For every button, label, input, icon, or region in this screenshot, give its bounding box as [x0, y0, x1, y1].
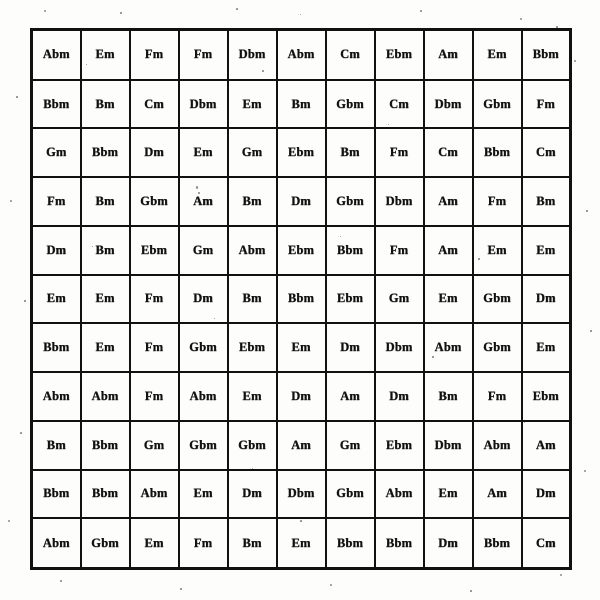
chord-label: Fm: [193, 535, 213, 550]
grid-cell: [473, 421, 522, 470]
chord-label: Em: [95, 339, 115, 355]
grid-cell: [32, 30, 81, 80]
grid-cell: [473, 30, 522, 80]
grid-cell: [81, 518, 130, 568]
chord-label: Bm: [95, 193, 115, 209]
grid-row: [32, 128, 571, 177]
chord-label: Dbm: [434, 96, 462, 111]
chord-label: Gbm: [336, 193, 364, 209]
chord-label: Ebm: [385, 46, 413, 62]
chord-label: Dbm: [238, 46, 266, 62]
chord-label: Gm: [143, 437, 165, 452]
paper-speck: [120, 12, 122, 14]
grid-cell: [375, 275, 424, 324]
grid-cell: [522, 518, 571, 568]
chord-label: Dm: [438, 535, 458, 550]
chord-label: Em: [95, 46, 115, 62]
grid-cell: [277, 470, 326, 519]
paper-speck: [44, 10, 46, 12]
grid-cell: [81, 275, 130, 324]
chord-label: Dm: [340, 339, 360, 355]
grid-cell: [81, 128, 130, 177]
chord-label: Cm: [535, 535, 556, 550]
chord-label: Dbm: [385, 339, 413, 355]
chord-label: Dm: [193, 291, 213, 306]
grid-row: [32, 275, 571, 324]
chord-label: Bbm: [43, 486, 70, 501]
grid-cell: [473, 177, 522, 226]
chord-label: Fm: [144, 339, 164, 355]
grid-cell: [130, 372, 179, 421]
chord-label: Gbm: [336, 96, 364, 111]
grid-row: [32, 177, 571, 226]
grid-cell: [473, 323, 522, 372]
grid-cell: [32, 470, 81, 519]
grid-cell: [326, 518, 375, 568]
grid-cell: [130, 128, 179, 177]
chord-label: Bm: [46, 437, 66, 452]
chord-label: Gm: [339, 437, 361, 452]
grid-cell: [473, 226, 522, 275]
paper-speck: [16, 96, 18, 98]
grid-cell: [375, 80, 424, 129]
chord-label: Cm: [438, 144, 458, 160]
grid-cell: [130, 30, 179, 80]
grid-cell: [228, 470, 277, 519]
grid-cell: [130, 80, 179, 129]
grid-cell: [228, 177, 277, 226]
chord-label: Abm: [385, 486, 413, 501]
grid-cell: [32, 323, 81, 372]
chord-label: Fm: [144, 291, 164, 306]
chord-label: Bbm: [336, 242, 364, 258]
chord-label: Bbm: [483, 144, 511, 160]
grid-cell: [179, 30, 228, 80]
grid-cell: [179, 518, 228, 568]
grid-cell: [326, 226, 375, 275]
chord-label: Cm: [389, 96, 409, 111]
chord-label: Dbm: [385, 193, 413, 209]
chord-label: Bbm: [91, 486, 119, 501]
chord-label: Bbm: [287, 291, 315, 306]
paper-speck: [24, 300, 26, 302]
grid-cell: [32, 421, 81, 470]
chord-label: Abm: [91, 388, 119, 404]
chord-label: Dm: [144, 144, 164, 160]
chord-label: Em: [487, 242, 507, 258]
chord-label: Bm: [291, 96, 311, 111]
grid-cell: [228, 275, 277, 324]
grid-cell: [277, 128, 326, 177]
grid-cell: [81, 177, 130, 226]
grid-cell: [473, 518, 522, 568]
chord-label: Abm: [189, 388, 217, 404]
chord-label: Dm: [535, 291, 556, 306]
grid-cell: [522, 177, 571, 226]
chord-label: Em: [95, 291, 115, 306]
grid-cell: [277, 275, 326, 324]
grid-cell: [130, 421, 179, 470]
grid-cell: [326, 275, 375, 324]
chord-grid-table: [30, 28, 572, 570]
grid-cell: [522, 421, 571, 470]
paper-speck: [420, 10, 422, 12]
chord-label: Fm: [47, 193, 66, 209]
grid-cell: [326, 80, 375, 129]
grid-cell: [375, 323, 424, 372]
chord-label: Bbm: [385, 535, 413, 550]
chord-label: Dbm: [434, 437, 462, 452]
chord-label: Em: [438, 291, 458, 306]
grid-cell: [228, 421, 277, 470]
grid-row: [32, 226, 571, 275]
grid-cell: [522, 323, 571, 372]
paper-speck: [584, 470, 586, 472]
grid-cell: [81, 30, 130, 80]
grid-cell: [32, 80, 81, 129]
grid-cell: [424, 128, 473, 177]
chord-label: Gbm: [189, 339, 217, 355]
grid-cell: [179, 226, 228, 275]
grid-cell: [32, 518, 81, 568]
grid-cell: [522, 470, 571, 519]
chord-label: Bbm: [532, 46, 559, 62]
grid-row: [32, 421, 571, 470]
chord-label: Fm: [536, 96, 555, 111]
chord-label: Bm: [95, 96, 115, 111]
grid-cell: [81, 80, 130, 129]
chord-label: Abm: [434, 339, 462, 355]
paper-speck: [180, 588, 182, 590]
grid-cell: [81, 323, 130, 372]
paper-speck: [236, 8, 238, 10]
chord-label: Bm: [438, 388, 458, 404]
chord-label: Fm: [487, 388, 507, 404]
grid-cell: [228, 372, 277, 421]
grid-cell: [326, 177, 375, 226]
paper-speck: [20, 432, 22, 434]
grid-cell: [424, 30, 473, 80]
chord-label: Em: [291, 339, 311, 355]
chord-label: Fm: [389, 144, 409, 160]
grid-cell: [277, 323, 326, 372]
chord-label: Bbm: [91, 437, 119, 452]
grid-cell: [277, 226, 326, 275]
grid-cell: [32, 226, 81, 275]
chord-label: Fm: [193, 46, 213, 62]
grid-cell: [473, 275, 522, 324]
paper-speck: [520, 18, 522, 20]
grid-cell: [179, 80, 228, 129]
chord-label: Bm: [242, 535, 262, 550]
chord-label: Fm: [487, 193, 507, 209]
grid-row: [32, 518, 571, 568]
chord-label: Bm: [242, 193, 262, 209]
grid-cell: [130, 323, 179, 372]
paper-speck: [560, 574, 562, 576]
grid-row: [32, 470, 571, 519]
grid-cell: [130, 177, 179, 226]
chord-label: Fm: [389, 242, 409, 258]
grid-cell: [522, 128, 571, 177]
chord-label: Em: [144, 535, 164, 550]
paper-speck: [300, 14, 301, 15]
grid-cell: [228, 226, 277, 275]
grid-cell: [179, 470, 228, 519]
chord-label: Dm: [291, 193, 311, 209]
chord-label: Gbm: [483, 96, 511, 111]
grid-cell: [228, 30, 277, 80]
grid-cell: [424, 518, 473, 568]
grid-cell: [81, 226, 130, 275]
chord-label: Dm: [535, 486, 556, 501]
grid-cell: [277, 372, 326, 421]
grid-cell: [424, 323, 473, 372]
grid-cell: [277, 177, 326, 226]
chord-label: Fm: [144, 388, 164, 404]
chord-label: Em: [46, 291, 66, 306]
chord-label: Bbm: [336, 535, 364, 550]
grid-row: [32, 30, 571, 80]
chord-label: Abm: [42, 535, 70, 550]
paper-speck: [10, 200, 12, 202]
grid-cell: [522, 226, 571, 275]
chord-label: Am: [438, 46, 458, 62]
chord-label: Em: [242, 388, 262, 404]
chord-label: Am: [438, 193, 458, 209]
chord-label: Dbm: [287, 486, 315, 501]
chord-label: Gm: [241, 144, 263, 160]
paper-speck: [590, 330, 592, 332]
grid-cell: [375, 128, 424, 177]
chord-label: Ebm: [238, 339, 266, 355]
grid-cell: [375, 30, 424, 80]
grid-cell: [81, 421, 130, 470]
chord-label: Ebm: [532, 388, 559, 404]
chord-label: Bbm: [91, 144, 119, 160]
grid-cell: [179, 421, 228, 470]
grid-cell: [277, 80, 326, 129]
grid-cell: [424, 421, 473, 470]
chord-label: Bm: [536, 193, 556, 209]
chord-label: Bbm: [43, 339, 70, 355]
chord-label: Gbm: [336, 486, 364, 501]
paper-speck: [470, 590, 472, 592]
grid-row: [32, 80, 571, 129]
grid-cell: [473, 128, 522, 177]
chord-label: Gm: [388, 291, 410, 306]
grid-cell: [179, 372, 228, 421]
grid-row: [32, 372, 571, 421]
chord-label: Gbm: [238, 437, 266, 452]
grid-cell: [473, 470, 522, 519]
chord-label: Am: [438, 242, 458, 258]
grid-cell: [179, 177, 228, 226]
chord-label: Em: [242, 96, 262, 111]
chord-label: Gbm: [483, 339, 511, 355]
grid-cell: [375, 470, 424, 519]
grid-cell: [424, 226, 473, 275]
grid-cell: [473, 80, 522, 129]
chord-label: Am: [487, 486, 507, 501]
chord-label: Am: [535, 437, 556, 452]
grid-cell: [228, 80, 277, 129]
grid-cell: [375, 421, 424, 470]
grid-cell: [277, 30, 326, 80]
grid-row: [32, 323, 571, 372]
chord-label: Bm: [95, 242, 115, 258]
grid-cell: [326, 372, 375, 421]
chord-label: Ebm: [287, 144, 315, 160]
grid-cell: [228, 518, 277, 568]
grid-cell: [375, 226, 424, 275]
chord-label: Gbm: [483, 291, 511, 306]
chord-label: Fm: [144, 46, 164, 62]
grid-cell: [424, 372, 473, 421]
paper-speck: [586, 210, 588, 212]
chord-label: Gm: [45, 144, 67, 160]
grid-cell: [32, 128, 81, 177]
paper-speck: [330, 584, 332, 586]
chord-label: Abm: [483, 437, 511, 452]
grid-cell: [130, 470, 179, 519]
chord-label: Dm: [242, 486, 262, 501]
chord-label: Em: [487, 46, 507, 62]
chord-label: Bm: [242, 291, 262, 306]
grid-cell: [326, 470, 375, 519]
chord-label: Cm: [340, 46, 360, 62]
chord-label: Bbm: [43, 96, 70, 111]
chord-label: Cm: [144, 96, 164, 111]
chord-label: Dm: [46, 242, 67, 258]
chord-label: Gbm: [91, 535, 119, 550]
chord-label: Gbm: [140, 193, 168, 209]
grid-cell: [32, 177, 81, 226]
grid-cell: [179, 275, 228, 324]
chord-label: Gbm: [189, 437, 217, 452]
grid-cell: [522, 275, 571, 324]
chord-label: Ebm: [287, 242, 315, 258]
chord-label: Abm: [287, 46, 315, 62]
grid-cell: [130, 226, 179, 275]
chord-label: Abm: [238, 242, 266, 258]
grid-cell: [522, 30, 571, 80]
grid-cell: [375, 518, 424, 568]
grid-cell: [81, 372, 130, 421]
chord-label: Gm: [192, 242, 214, 258]
grid-cell: [326, 128, 375, 177]
chord-label: Em: [193, 486, 213, 501]
grid-cell: [375, 177, 424, 226]
chord-label: Em: [536, 242, 556, 258]
chord-label: Em: [193, 144, 213, 160]
chord-label: Cm: [535, 144, 556, 160]
chord-label: Em: [291, 535, 311, 550]
chord-label: Abm: [42, 388, 70, 404]
grid-cell: [228, 323, 277, 372]
paper-speck: [60, 580, 62, 582]
paper-speck: [574, 60, 576, 62]
paper-speck: [8, 520, 10, 522]
chord-label: Ebm: [336, 291, 364, 306]
chord-label: Bm: [340, 144, 360, 160]
grid-cell: [473, 372, 522, 421]
chord-label: Bbm: [483, 535, 511, 550]
grid-cell: [179, 323, 228, 372]
chord-label: Em: [438, 486, 458, 501]
chord-label: Dm: [291, 388, 311, 404]
grid-cell: [326, 30, 375, 80]
grid-cell: [424, 80, 473, 129]
grid-cell: [424, 177, 473, 226]
grid-cell: [32, 275, 81, 324]
chord-label: Em: [536, 339, 556, 355]
grid-cell: [277, 518, 326, 568]
chord-label: Dm: [389, 388, 409, 404]
grid-cell: [130, 518, 179, 568]
chord-label: Abm: [42, 46, 70, 62]
grid-cell: [424, 470, 473, 519]
grid-cell: [522, 80, 571, 129]
grid-cell: [326, 323, 375, 372]
chord-grid: [30, 28, 572, 570]
grid-cell: [522, 372, 571, 421]
grid-cell: [32, 372, 81, 421]
chord-label: Abm: [140, 486, 168, 501]
grid-cell: [424, 275, 473, 324]
chord-label: Am: [291, 437, 311, 452]
grid-cell: [375, 372, 424, 421]
grid-cell: [81, 470, 130, 519]
grid-cell: [277, 421, 326, 470]
grid-cell: [326, 421, 375, 470]
chord-label: Dbm: [189, 96, 217, 111]
grid-cell: [228, 128, 277, 177]
chord-label: Am: [340, 388, 360, 404]
grid-cell: [179, 128, 228, 177]
chord-label: Ebm: [140, 242, 168, 258]
chord-label: Ebm: [385, 437, 413, 452]
grid-cell: [130, 275, 179, 324]
chord-label: Am: [193, 193, 213, 209]
